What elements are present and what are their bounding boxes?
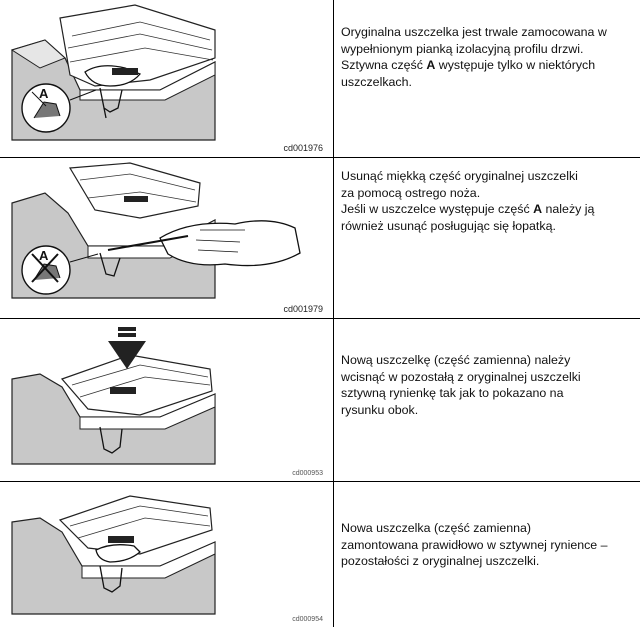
- step-3-text-cell: [334, 319, 640, 482]
- text-segment: Jeśli w uszczelce występuje część: [341, 202, 534, 216]
- step-row-4: [0, 482, 640, 628]
- step-3-illustration: [0, 319, 333, 481]
- step-1-figure-code: cd001976: [283, 143, 323, 153]
- callout-label-a: A: [39, 248, 49, 263]
- step-3-illustration-cell: [0, 319, 334, 482]
- part-a-label: A: [426, 58, 436, 72]
- text-segment: występuje tylko w niektórych: [435, 58, 596, 72]
- step-4-figure-code: cd000954: [292, 616, 323, 623]
- step-1-text-cell: [334, 0, 640, 158]
- text-line: sztywną rynienkę tak jak to pokazano na: [341, 386, 564, 400]
- step-2-illustration-cell: [0, 158, 334, 319]
- text-line: za pomocą ostrego noża.: [341, 185, 481, 200]
- text-line: wypełnionym pianką izolacyjną profilu drzwi.: [341, 41, 584, 56]
- step-row-1: [0, 0, 640, 158]
- step-3-instruction: [341, 352, 611, 418]
- step-4-illustration-cell: [0, 482, 334, 628]
- callout-label-a: A: [39, 86, 49, 101]
- step-2-illustration: [0, 158, 333, 318]
- text-line: Oryginalna uszczelka jest trwale zamocowana w: [341, 25, 607, 39]
- step-4-instruction: [341, 520, 637, 570]
- text-line: Nowa uszczelka (część zamienna): [341, 521, 532, 535]
- text-segment: należy ją: [542, 202, 595, 216]
- text-line: zamontowana prawidłowo w sztywnej rynience –: [341, 537, 608, 552]
- text-line: [341, 57, 637, 74]
- step-1-instruction: [341, 24, 637, 90]
- text-line: [341, 201, 637, 218]
- step-2-figure-code: cd001979: [283, 304, 323, 314]
- step-row-2: [0, 158, 640, 319]
- step-1-illustration: [0, 0, 333, 157]
- text-line: rysunku obok.: [341, 402, 419, 417]
- step-row-3: [0, 319, 640, 482]
- text-line: uszczelkach.: [341, 74, 412, 89]
- text-segment: Sztywna część: [341, 58, 427, 72]
- text-line: wcisnąć w pozostałą z oryginalnej uszczelki: [341, 369, 581, 384]
- step-3-figure-code: cd000953: [292, 470, 323, 477]
- step-4-text-cell: [334, 482, 640, 628]
- step-4-illustration: [0, 482, 333, 627]
- part-a-label: A: [533, 202, 543, 216]
- text-line: Usunąć miękką część oryginalnej uszczelki: [341, 169, 578, 183]
- text-line: Nową uszczelkę (część zamienna) należy: [341, 353, 571, 367]
- step-2-text-cell: [334, 158, 640, 319]
- text-line: pozostałości z oryginalnej uszczelki.: [341, 554, 540, 568]
- step-2-instruction: [341, 168, 637, 234]
- text-line: również usunąć posługując się łopatką.: [341, 218, 556, 233]
- step-1-illustration-cell: [0, 0, 334, 158]
